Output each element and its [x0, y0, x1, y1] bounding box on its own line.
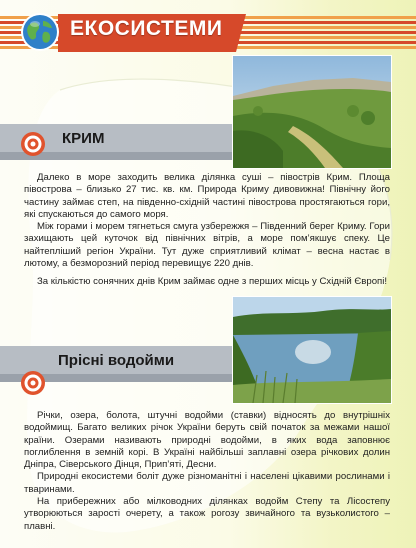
paragraph: Річки, озера, болота, штучні водойми (ставки) відносять до внутрішніх водоймищ. Багато великих річок України беруть свій початок за межами нашої країни. Озерами називають природні водойми, в яких вода заповнює поглиблення в земній корі. В Україні найбільші заплавні озера річкових долин Дніпра, Сіверського Дінця, Прип’яті, Десни.: [24, 410, 390, 471]
paragraph: На прибережних або мілководних ділянках водойм Степу та Лісостепу утворюються зарості очерету, а також рогозу звичайного та вузьколистого – плавні.: [24, 496, 390, 532]
paragraph: За кількістю сонячних днів Крим займає одне з перших місць у Східній Європі!: [37, 276, 388, 288]
target-icon: [20, 370, 46, 396]
lake-photo: [232, 296, 392, 404]
section-title-fresh-water: Прісні водойми: [58, 352, 175, 369]
fresh-water-text: [24, 410, 390, 533]
paragraph: Природні екосистеми боліт дуже різноманітні і населені цікавими рослинами і тваринами.: [24, 471, 390, 495]
globe-icon: [20, 12, 60, 52]
crimea-landscape-photo: [232, 55, 392, 169]
target-icon: [20, 131, 46, 157]
crimea-text: [24, 172, 390, 289]
page-title: ЕКОСИСТЕМИ: [70, 17, 223, 40]
section-title-crimea: КРИМ: [62, 130, 105, 147]
paragraph: Між горами і морем тягнеться смуга узбережжя – Південний берег Криму. Гори захищають цей куточок від північних вітрів, а море пом’якшує спеку. Це найтепліший регіон України. Тут дуже сприятливий клімат – весна настає в лютому, а безморозний період перевищує 220 днів.: [24, 221, 390, 270]
paragraph: Далеко в море заходить велика ділянка суші – півострів Крим. Площа півострова – близько 27 тис. кв. км. Природа Криму дивовижна! Північну його частину займає степ, на південно-східній частині півострова простягаються гори, які спускаються до самого моря.: [24, 172, 390, 220]
